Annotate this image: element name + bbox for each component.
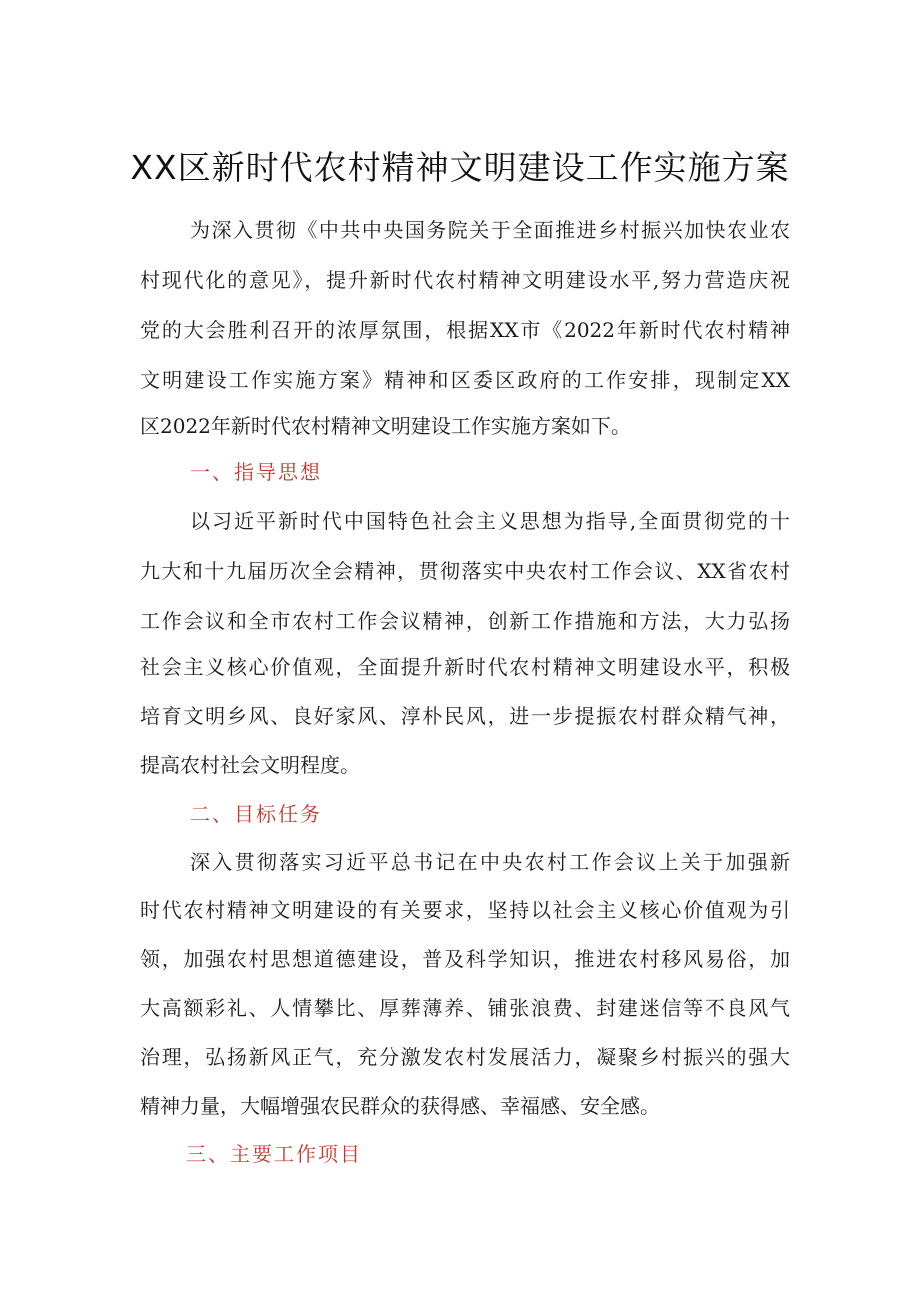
- document-title: XX区新时代农村精神文明建设工作实施方案: [130, 148, 790, 187]
- section-heading-guiding-ideology: 一、指导思想: [190, 460, 322, 484]
- section2-line: 治理，弘扬新风正气，充分激发农村发展活力，凝聚乡村振兴的强大: [140, 1045, 790, 1069]
- section1-line: 提高农村社会文明程度。: [140, 753, 360, 777]
- section-heading-main-projects: 三、主要工作项目: [186, 1142, 362, 1166]
- section1-line: 九大和十九届历次全会精神，贯彻落实中央农村工作会议、XX省农村: [140, 559, 790, 583]
- intro-line: 村现代化的意见》，提升新时代农村精神文明建设水平,努力营造庆祝: [140, 268, 790, 292]
- section2-line: 深入贯彻落实习近平总书记在中央农村工作会议上关于加强新: [190, 850, 790, 874]
- section-heading-goals-tasks: 二、目标任务: [190, 802, 322, 826]
- section1-line: 培育文明乡风、良好家风、淳朴民风，进一步提振农村群众精气神，: [140, 704, 790, 728]
- section2-line: 精神力量，大幅增强农民群众的获得感、幸福感、安全感。: [140, 1094, 660, 1118]
- intro-line: 为深入贯彻《中共中央国务院关于全面推进乡村振兴加快农业农: [190, 218, 790, 242]
- intro-line: 党的大会胜利召开的浓厚氛围，根据XX市《2022年新时代农村精神: [140, 318, 790, 342]
- intro-line: 区2022年新时代农村精神文明建设工作实施方案如下。: [140, 414, 631, 438]
- section1-line: 社会主义核心价值观，全面提升新时代农村精神文明建设水平，积极: [140, 655, 790, 679]
- section2-line: 大高额彩礼、人情攀比、厚葬薄养、铺张浪费、封建迷信等不良风气: [140, 996, 790, 1020]
- intro-line: 文明建设工作实施方案》精神和区委区政府的工作安排，现制定XX: [140, 368, 790, 392]
- section2-line: 时代农村精神文明建设的有关要求，坚持以社会主义核心价值观为引: [140, 898, 790, 922]
- section2-line: 领，加强农村思想道德建设，普及科学知识，推进农村移风易俗，加: [140, 947, 790, 971]
- section1-line: 工作会议和全市农村工作会议精神，创新工作措施和方法，大力弘扬: [140, 609, 790, 633]
- section1-line: 以习近平新时代中国特色社会主义思想为指导,全面贯彻党的十: [190, 509, 790, 533]
